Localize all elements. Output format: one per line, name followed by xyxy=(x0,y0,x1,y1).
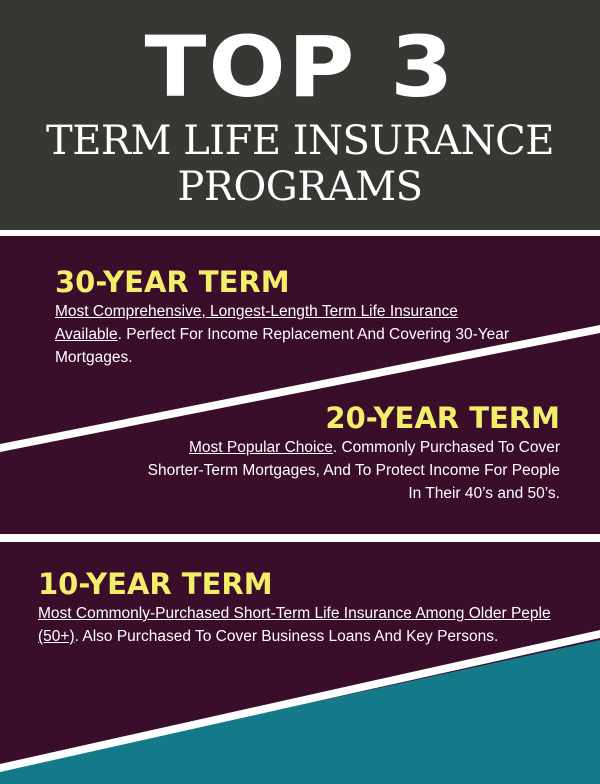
program-30-year xyxy=(55,266,515,369)
page-title: TOP 3 xyxy=(144,18,456,116)
program-heading: 10-YEAR TERM xyxy=(38,567,273,601)
panel-divider xyxy=(0,534,600,542)
header xyxy=(0,0,600,230)
program-description xyxy=(55,300,515,369)
program-10-year xyxy=(38,568,558,648)
program-highlight: Most Commonly-Purchased Short-Term Life Insurance Among Older Peple (50+) xyxy=(38,605,551,645)
program-highlight: Most Popular Choice xyxy=(188,439,333,456)
program-description xyxy=(140,436,560,505)
program-20-year xyxy=(140,402,560,505)
program-description xyxy=(38,602,558,648)
program-details: . Commonly Purchased To Cover Shorter-Term Mortgages, And To Protect Income For People In Their 40’s and 50’s. xyxy=(147,439,560,502)
program-heading: 30-YEAR TERM xyxy=(55,265,290,299)
program-heading: 20-YEAR TERM xyxy=(325,401,560,435)
subtitle-line-1: TERM LIFE INSURANCE xyxy=(46,118,554,164)
program-highlight: Most Comprehensive, Longest-Length Term Life Insurance Available xyxy=(55,303,458,343)
program-details: . Also Purchased To Cover Business Loans And Key Persons. xyxy=(74,628,499,645)
subtitle-line-2: PROGRAMS xyxy=(177,164,423,210)
program-details: . Perfect For Income Replacement And Covering 30-Year Mortgages. xyxy=(55,326,510,366)
